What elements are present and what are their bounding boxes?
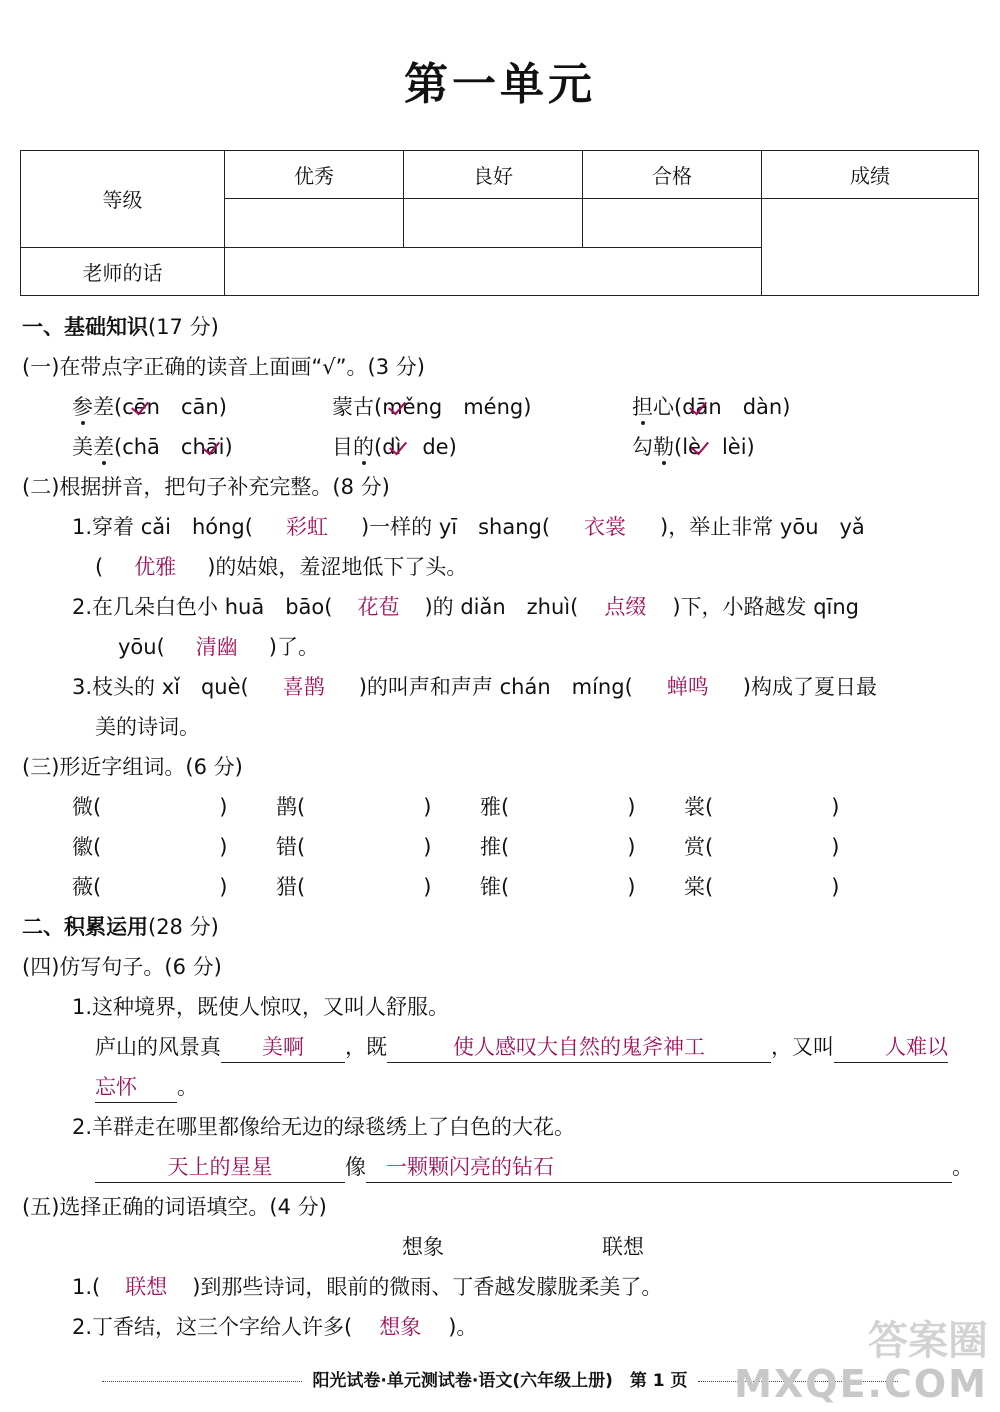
q3-cell: 猎( ) [276,875,432,899]
answer: 喜鹊 [282,675,325,699]
q3-cell: 徽( ) [72,835,228,859]
teacher-label: 老师的话 [21,247,225,295]
watermark-url: MXQE.COM [734,1362,988,1406]
q1-item-4: 美差(chā chāi) [72,435,233,459]
q1-title: (一)在带点字正确的读音上面画“√”。(3 分) [22,355,425,379]
q3-cell: 推( ) [480,835,636,859]
q2-sentence-3-cont: 美的诗词。 [95,715,200,739]
level-good-cell[interactable] [404,199,583,247]
q3-cell: 微( ) [72,795,228,819]
answer: 花苞 [357,595,400,619]
q3-cell: 赏( ) [684,835,840,859]
level-good: 良好 [404,151,583,199]
q3-cell: 鹊( ) [276,795,432,819]
q4-answer-1-cont: 忘怀 。 [95,1072,198,1103]
answer: 优雅 [134,555,177,579]
grade-label: 等级 [21,151,225,248]
page-title: 第一单元 [404,59,596,110]
q3-cell: 薇( ) [72,875,228,899]
q2-title: (二)根据拼音，把句子补充完整。(8 分) [22,475,390,499]
q2-sentence-2-cont: yōu( 清幽 )了。 [118,632,319,662]
level-pass-cell[interactable] [583,199,762,247]
q4-example-2: 2.羊群走在哪里都像给无边的绿毯绣上了白色的大花。 [72,1115,576,1139]
q4-title: (四)仿写句子。(6 分) [22,955,222,979]
answer: 点缀 [604,595,647,619]
answer: 天上的星星 [95,1152,345,1183]
q3-cell: 棠( ) [684,875,840,899]
answer: 想象 [379,1315,422,1339]
q3-cell: 错( ) [276,835,432,859]
grade-table [20,150,979,296]
q4-example-1: 1.这种境界，既使人惊叹，又叫人舒服。 [72,995,450,1019]
answer: 人难以 [834,1032,948,1063]
level-excellent: 优秀 [225,151,404,199]
q3-cell: 锥( ) [480,875,636,899]
q2-sentence-1: 1.穿着 cǎi hóng( 彩虹 )一样的 yī shang( 衣裳 )，举止非常 yōu yǎ [72,512,865,542]
q4-answer-1: 庐山的风景真 美啊 ，既 使人感叹大自然的鬼斧神工 ，又叫 人难以 [95,1032,948,1063]
answer: 衣裳 [584,515,627,539]
page-footer: 阳光试卷·单元测试卷·语文(六年级上册) 第 1 页 [20,1366,980,1391]
q1-item-2: 蒙古(měng méng) [332,395,532,419]
q2-sentence-2: 2.在几朵白色小 huā bāo( 花苞 )的 diǎn zhuì( 点缀 )下，小路越发 qīng [72,592,859,622]
answer: 美啊 [221,1032,345,1063]
q5-option-1: 想象 [402,1235,444,1259]
q3-cell: 裳( ) [684,795,840,819]
q1-item-5: 目的(dì de) [332,435,457,459]
section2-heading: 二、积累运用(28 分) [22,915,219,939]
answer: 彩虹 [285,515,328,539]
q5-sentence-2: 2.丁香结，这三个字给人许多( 想象 )。 [72,1312,477,1342]
score-cell[interactable] [762,199,979,296]
answer: 蝉鸣 [666,675,709,699]
q3-title: (三)形近字组词。(6 分) [22,755,243,779]
answer: 联想 [125,1275,168,1299]
answer: 忘怀 [95,1072,177,1103]
q5-title: (五)选择正确的词语填空。(4 分) [22,1195,327,1219]
answer: 一颗颗闪亮的钻石 [366,1152,952,1183]
footer-divider [102,1381,302,1382]
q1-item-1: 参差(cēn cān) [72,395,227,419]
watermark-logo: 答案圈 [868,1318,988,1364]
section1-heading: 一、基础知识(17 分) [22,315,219,339]
q5-sentence-1: 1.( 联想 )到那些诗词，眼前的微雨、丁香越发朦胧柔美了。 [72,1272,662,1302]
q4-answer-2: 天上的星星 像 一颗颗闪亮的钻石 。 [95,1152,973,1183]
teacher-comment-cell[interactable] [225,247,762,295]
score-label: 成绩 [762,151,979,199]
q2-sentence-1-cont: ( 优雅 )的姑娘，羞涩地低下了头。 [95,552,467,582]
q1-item-6: 勾勒(lè lèi) [632,435,755,459]
level-pass: 合格 [583,151,762,199]
level-excellent-cell[interactable] [225,199,404,247]
q2-sentence-3: 3.枝头的 xǐ què( 喜鹊 )的叫声和声声 chán míng( 蝉鸣 )构成了夏日最 [72,672,877,702]
answer: 清幽 [195,635,238,659]
q3-cell: 雅( ) [480,795,636,819]
q1-item-3: 担心(dān dàn) [632,395,791,419]
answer: 使人感叹大自然的鬼斧神工 [387,1032,771,1063]
q5-option-2: 联想 [602,1235,644,1259]
